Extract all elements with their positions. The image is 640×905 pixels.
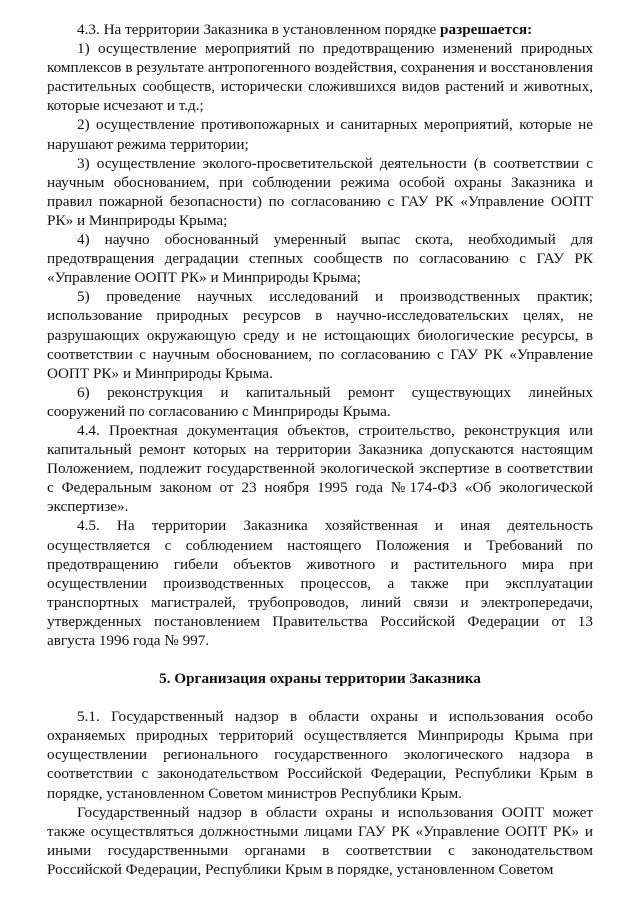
section-4-3-intro-text: 4.3. На территории Заказника в установленном порядке [77,21,441,38]
section-4-3-item-4: 4) научно обоснованный умеренный выпас скота, необходимый для предотвращения деградации степных сообществ по согласованию с ГАУ РК «Управление ООПТ РК» и Минприроды Крыма; [47,231,593,287]
section-5-supervision-paragraph: Государственный надзор в области охраны и использования ООПТ может также осуществляться должностными лицами ГАУ РК «Управление ООПТ РК» и иными государственными органами в соответствии с законодательством Российской Федерации, Республики Крым в порядке, установленном Советом [47,803,593,878]
section-4-3-item-2: 2) осуществление противопожарных и санитарных мероприятий, которые не нарушают режима территории; [47,116,593,153]
section-4-3-item-6: 6) реконструкция и капитальный ремонт существующих линейных сооружений по согласованию с Минприроды Крыма. [47,383,593,420]
section-4-4-paragraph: 4.4. Проектная документация объектов, строительство, реконструкция или капитальный ремонт которых на территории Заказника допускаются настоящим Положением, подлежит государственной экологической экспертизе в соответствии с Федеральным законом от 23 ноября 1995 года №174-ФЗ «Об экологической экспертизе». [47,421,593,516]
section-4-5-paragraph: 4.5. На территории Заказника хозяйственная и иная деятельность осуществляется с соблюдением настоящего Положения и Требований по предотвращению гибели объектов животного и растительного мира при осуществлении производственных процессов, а также при эксплуатации транспортных магистралей, трубопроводов, линий связи и электропередачи, утвержденных постановлением Правительства Российской Федерации от 13 августа 1996 года № 997. [47,517,593,649]
section-5-1-paragraph: 5.1. Государственный надзор в области охраны и использования особо охраняемых природных территорий осуществляется Минприроды Крыма при осуществлении регионального государственного экологического надзора в соответствии с законодательством Российской Федерации, Республики Крым в порядке, установленном Советом министров Республики Крым. [47,708,593,802]
section-4-3-item-3: 3) осуществление эколого-просветительской деятельности (в соответствии с научным обоснованием, при соблюдении режима особой охраны Заказника и правил пожарной безопасности) по согласованию с ГАУ РК «Управление ООПТ РК» и Минприроды Крыма; [47,154,593,229]
document-page [47,20,593,879]
section-5-heading: 5. Организация охраны территории Заказника [159,670,481,688]
section-4-3-item-5: 5) проведение научных исследований и производственных практик; использование природных ресурсов в научно-исследовательских целях, не разрушающих окружающую среду и не истощающих биологические ресурсы, в соответствии с научным обоснованием, по согласованию с ГАУ РК «Управление ООПТ РК» и Минприроды Крыма. [47,288,593,382]
section-4-3-item-1: 1) осуществление мероприятий по предотвращению изменений природных комплексов в результате антропогенного воздействия, сохранения и восстановления растительных сообществ, исторически сложившихся видов растений и животных, которые исчезают и т.д.; [47,40,593,115]
section-4-3-intro [47,20,593,39]
section-4-3-intro-bold: разрешается: [440,21,533,38]
